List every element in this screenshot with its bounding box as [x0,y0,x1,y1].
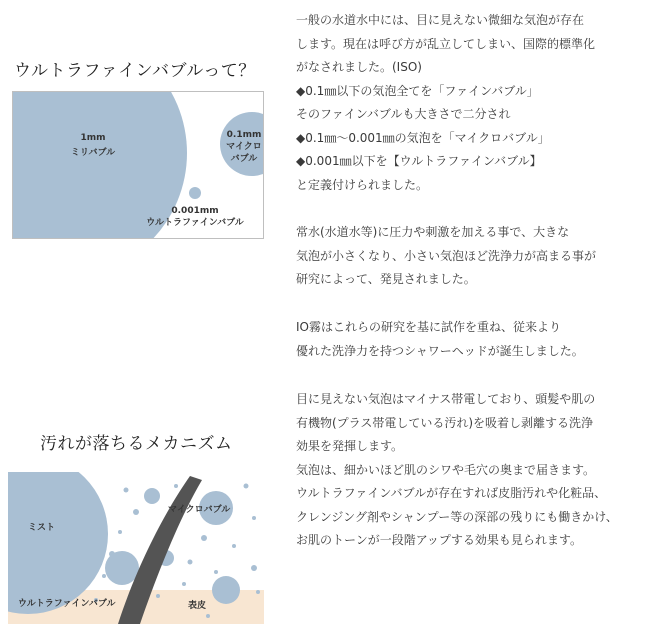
paragraph-definition [296,9,646,197]
text-line: 一般の水道水中には、目に見えない微細な気泡が存在 [296,13,585,27]
text-line: 有機物(プラス帯電している汚れ)を吸着し剥離する洗浄 [296,415,594,430]
text-line: 気泡は、細かいほど肌のシワや毛穴の奥まで届きます。 [296,462,596,477]
tiny-bubble [182,582,186,586]
heading-ultrafine-bubble: ウルトラファインバブルって？ [14,61,256,81]
text-line: 効果を発揮します。 [296,439,404,453]
text-line: します。現在は呼び方が乱立してしまい、国際的標準化 [296,36,596,51]
tiny-bubble [133,509,139,515]
micro-bubble-circle [105,551,139,585]
ultrafine-name-text: ウルトラファインバブル [146,218,244,229]
micro-name-text-2: バブル [230,154,258,165]
tiny-bubble [174,484,178,488]
bubble-size-diagram [12,91,264,239]
tiny-bubble [251,565,257,571]
heading-cleaning-mechanism: 汚れが落ちるメカニズム [40,434,233,454]
text-line: ウルトラファインバブルが存在すれば皮脂汚れや化粧品、 [296,486,607,500]
milli-bubble-label [53,132,133,159]
text-line: ◆0.001㎜以下を【ウルトラファインバブル】 [296,154,542,168]
text-line: ◆0.1㎜以下の気泡全てを「ファインバブル」 [296,83,539,98]
milli-size-text: 1mm [80,133,106,143]
text-line: クレンジング剤やシャンプー等の深部の残りにも働きかけ、 [296,509,618,524]
text-line: 優れた洗浄力を持つシャワーヘッドが誕生しました。 [296,343,584,358]
paragraph-product [296,316,646,363]
tiny-bubble [201,535,207,541]
ultrafine-bubble-circle [189,187,201,199]
cleaning-mechanism-diagram [8,472,264,624]
micro-size-text: 0.1mm [226,130,262,140]
text-line: 気泡が小さくなり、小さい気泡ほど洗浄力が高まる事が [296,248,597,263]
text-line: 常水(水道水等)に圧力や刺激を加える事で、大きな [296,225,570,239]
text-line: ◆0.1㎜～0.001㎜の気泡を「マイクロバブル」 [296,130,550,145]
tiny-bubble [124,488,129,493]
ultrafine-bubble-label: ウルトラファインバブル [18,599,116,609]
tiny-bubble [214,570,218,574]
text-line: お肌のトーンが一段階アップする効果も見られます。 [296,533,582,547]
micro-bubble-label: マイクロバブル [168,505,231,515]
micro-name-text-1: マイクロ [226,142,262,153]
tiny-bubble [232,544,236,548]
text-line: と定義付けられました。 [296,177,429,192]
tiny-bubble [252,516,256,520]
tiny-bubble [256,590,260,594]
micro-bubble-label [219,129,264,165]
text-line: 研究によって、発見されました。 [296,272,476,286]
text-line: IO霧はこれらの研究を基に試作を重ね、従来より [296,320,561,334]
tiny-bubble [156,594,160,598]
skin-label: 表皮 [188,601,207,611]
text-line: 目に見えない気泡はマイナス帯電しており、頭髪や肌の [296,392,596,406]
micro-bubble-circle [212,576,240,604]
ultrafine-size-text: 0.001mm [171,206,219,216]
paragraph-mechanism [296,388,646,553]
medium-bubble [144,488,160,504]
text-line: がなされました。(ISO) [296,60,422,74]
tiny-bubble [118,530,122,534]
tiny-bubble [206,614,210,618]
tiny-bubble [188,560,193,565]
tiny-bubble [244,484,249,489]
mist-label: ミスト [28,523,56,533]
text-line: そのファインバブルも大きさで二分され [296,107,511,121]
tiny-bubble [102,574,106,578]
paragraph-research [296,221,646,292]
milli-name-text: ミリバブル [70,148,116,159]
ultrafine-bubble-label [143,205,247,229]
